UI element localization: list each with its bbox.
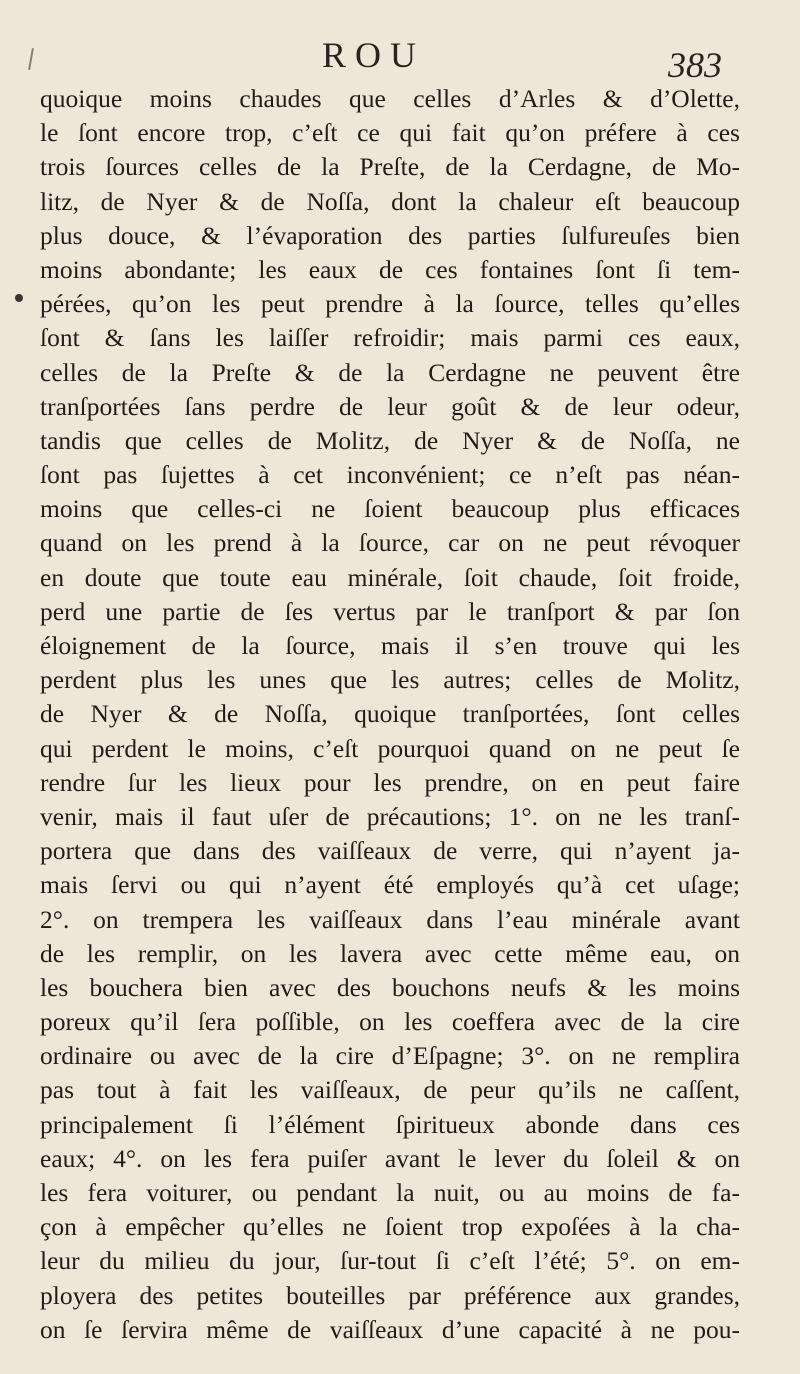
text-line: de Nyer & de Noſſa, quoique tranſportées, ſont celles — [40, 699, 740, 729]
text-line: celles de la Preſte & de la Cerdagne ne peuvent être — [40, 357, 740, 387]
text-line: quand on les prend à la ſource, car on ne peut révoquer — [40, 528, 740, 558]
text-line: trois ſources celles de la Preſte, de la Cerdagne, de Mo- — [40, 152, 740, 182]
text-line: mais ſervi ou qui n’ayent été employés qu’à cet uſage; — [40, 870, 740, 900]
text-line: venir, mais il faut uſer de précautions; 1°. on ne les tranſ- — [40, 801, 740, 831]
text-line: litz, de Nyer & de Noſſa, dont la chaleur eſt beaucoup — [40, 186, 740, 216]
text-line: les fera voiturer, ou pendant la nuit, ou au moins de fa- — [40, 1178, 740, 1207]
text-line: tandis que celles de Molitz, de Nyer & de Noſſa, ne — [40, 425, 740, 455]
text-line: çon à empêcher qu’elles ne ſoient trop expoſées à la cha- — [40, 1212, 740, 1242]
page-number: 383 — [668, 45, 722, 85]
running-head — [0, 34, 800, 85]
text-line: quoique moins chaudes que celles d’Arles & d’Olette, — [40, 84, 740, 113]
text-line: les bouchera bien avec des bouchons neufs & les moins — [40, 972, 740, 1002]
text-line: ployera des petites bouteilles par préférence aux grandes, — [40, 1280, 740, 1310]
text-line: ordinaire ou avec de la cire d’Eſpagne; 3°. on ne remplira — [40, 1041, 740, 1071]
text-line: eaux; 4°. on les fera puiſer avant le lever du ſoleil & on — [40, 1143, 740, 1173]
text-line: plus douce, & l’évaporation des parties ſulfureuſes bien — [40, 220, 740, 250]
text-line: en doute que toute eau minérale, ſoit chaude, ſoit froide, — [40, 562, 740, 592]
text-line: ſont & ſans les laiſſer refroidir; mais parmi ces eaux, — [40, 323, 740, 353]
margin-ink-dot — [15, 294, 23, 302]
text-line: rendre ſur les lieux pour les prendre, on en peut faire — [40, 767, 740, 797]
text-line: perd une partie de ſes vertus par le tranſport & par ſon — [40, 596, 740, 626]
text-line: pas tout à fait les vaiſſeaux, de peur qu’ils ne caſſent, — [40, 1075, 740, 1105]
text-line: perdent plus les unes que les autres; celles de Molitz, — [40, 665, 740, 695]
text-line: on ſe ſervira même de vaiſſeaux d’une capacité à ne pou- — [40, 1314, 740, 1344]
text-line: ſont pas ſujettes à cet inconvénient; ce n’eſt pas néan- — [40, 460, 740, 490]
text-line: qui perdent le moins, c’eſt pourquoi quand on ne peut ſe — [40, 733, 740, 763]
text-line: éloignement de la ſource, mais il s’en trouve qui les — [40, 631, 740, 660]
text-line: poreux qu’il ſera poſſible, on les coeffera avec de la cire — [40, 1007, 740, 1037]
text-line: portera que dans des vaiſſeaux de verre, qui n’ayent ja- — [40, 836, 740, 866]
body-text — [40, 82, 740, 1347]
text-line: moins abondante; les eaux de ces fontaines ſont ſi tem- — [40, 254, 740, 284]
text-line: moins que celles-ci ne ſoient beaucoup plus efficaces — [40, 494, 740, 524]
text-line: tranſportées ſans perdre de leur goût & de leur odeur, — [40, 391, 740, 421]
text-line: de les remplir, on les lavera avec cette même eau, on — [40, 938, 740, 968]
running-head-word: ROU — [322, 35, 426, 75]
text-line: pérées, qu’on les peut prendre à la ſource, telles qu’elles — [40, 289, 740, 319]
text-line: leur du milieu du jour, ſur-tout ſi c’eſt l’été; 5°. on em- — [40, 1246, 740, 1276]
text-line: principalement ſi l’élément ſpiritueux abonde dans ces — [40, 1109, 740, 1139]
text-line: 2°. on trempera les vaiſſeaux dans l’eau minérale avant — [40, 904, 740, 934]
text-line: le ſont encore trop, c’eſt ce qui fait qu’on préfere à ces — [40, 118, 740, 148]
